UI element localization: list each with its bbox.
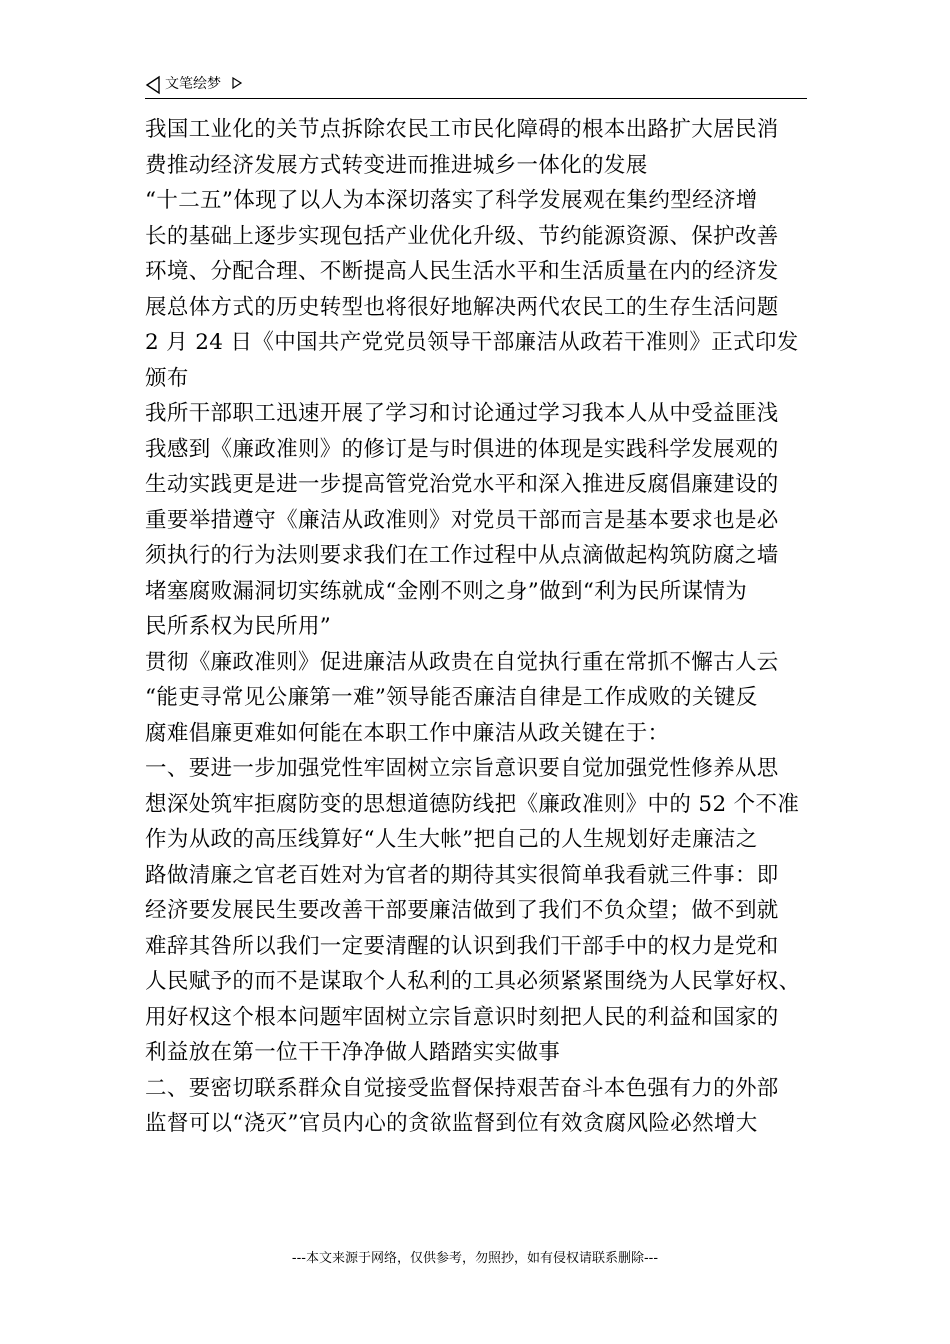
text-line: 2 月 24 日《中国共产党党员领导干部廉洁从政若干准则》正式印发: [145, 330, 799, 355]
text-line: 费推动经济发展方式转变进而推进城乡一体化的发展: [145, 152, 648, 178]
body-text: [145, 112, 807, 1142]
header-title: 文笔绘梦: [165, 76, 221, 92]
text-line: 展总体方式的历史转型也将很好地解决两代农民工的生存生活问题: [145, 294, 779, 320]
text-line: 须执行的行为法则要求我们在工作过程中从点滴做起构筑防腐之墙: [145, 543, 779, 568]
text-line: 一、要进一步加强党性牢固树立宗旨意识要自觉加强党性修养从思: [145, 756, 779, 781]
left-triangle-icon: [145, 75, 161, 95]
text-line: 长的基础上逐步实现包括产业优化升级、节约能源资源、保护改善: [145, 223, 779, 249]
text-line: 堵塞腐败漏洞切实练就成“金刚不则之身”做到“利为民所谋情为: [145, 578, 748, 604]
text-line: 颁布: [145, 365, 189, 391]
page-header: [145, 72, 807, 99]
text-line: 用好权这个根本问题牢固树立宗旨意识时刻把人民的利益和国家的: [145, 1004, 779, 1030]
text-line: 我国工业化的关节点拆除农民工市民化障碍的根本出路扩大居民消: [145, 117, 779, 142]
text-line: 我感到《廉政准则》的修订是与时俱进的体现是实践科学发展观的: [145, 436, 779, 462]
text-line: “能吏寻常见公廉第一难”领导能否廉洁自律是工作成败的关键反: [145, 685, 758, 710]
text-line: 环境、分配合理、不断提高人民生活水平和生活质量在内的经济发: [145, 259, 779, 284]
text-line: 利益放在第一位干干净净做人踏踏实实做事: [145, 1040, 561, 1065]
text-line: 作为从政的高压线算好“人生大帐”把自己的人生规划好走廉洁之: [145, 827, 758, 852]
text-line: 想深处筑牢拒腐防变的思想道德防线把《廉政准则》中的 52 个不准: [145, 791, 800, 817]
text-line: 经济要发展民生要改善干部要廉洁做到了我们不负众望；做不到就: [145, 898, 779, 923]
text-line: 贯彻《廉政准则》促进廉洁从政贵在自觉执行重在常抓不懈古人云: [145, 649, 779, 675]
text-line: “十二五”体现了以人为本深切落实了科学发展观在集约型经济增: [145, 188, 758, 213]
text-line: 民所系权为民所用”: [145, 614, 332, 639]
page-footer: ---本文来源于网络，仅供参考，勿照抄，如有侵权请联系删除---: [291, 1251, 659, 1266]
text-line: 路做清廉之官老百姓对为官者的期待其实很简单我看就三件事：即: [145, 862, 779, 888]
text-line: 我所干部职工迅速开展了学习和讨论通过学习我本人从中受益匪浅: [145, 401, 779, 426]
document-body: [145, 112, 807, 1142]
text-line: 生动实践更是进一步提高管党治党水平和深入推进反腐倡廉建设的: [145, 472, 779, 497]
text-line: 重要举措遵守《廉洁从政准则》对党员干部而言是基本要求也是必: [145, 507, 779, 533]
text-line: 人民赋予的而不是谋取个人私利的工具必须紧紧围绕为人民掌好权、: [145, 969, 801, 994]
right-triangle-icon: [231, 76, 243, 90]
text-line: 难辞其咎所以我们一定要清醒的认识到我们干部手中的权力是党和: [145, 933, 779, 959]
text-line: 监督可以“浇灭”官员内心的贪欲监督到位有效贪腐风险必然增大: [145, 1111, 758, 1136]
text-line: 二、要密切联系群众自觉接受监督保持艰苦奋斗本色强有力的外部: [145, 1075, 779, 1101]
text-line: 腐难倡廉更难如何能在本职工作中廉洁从政关键在于：: [145, 720, 670, 746]
